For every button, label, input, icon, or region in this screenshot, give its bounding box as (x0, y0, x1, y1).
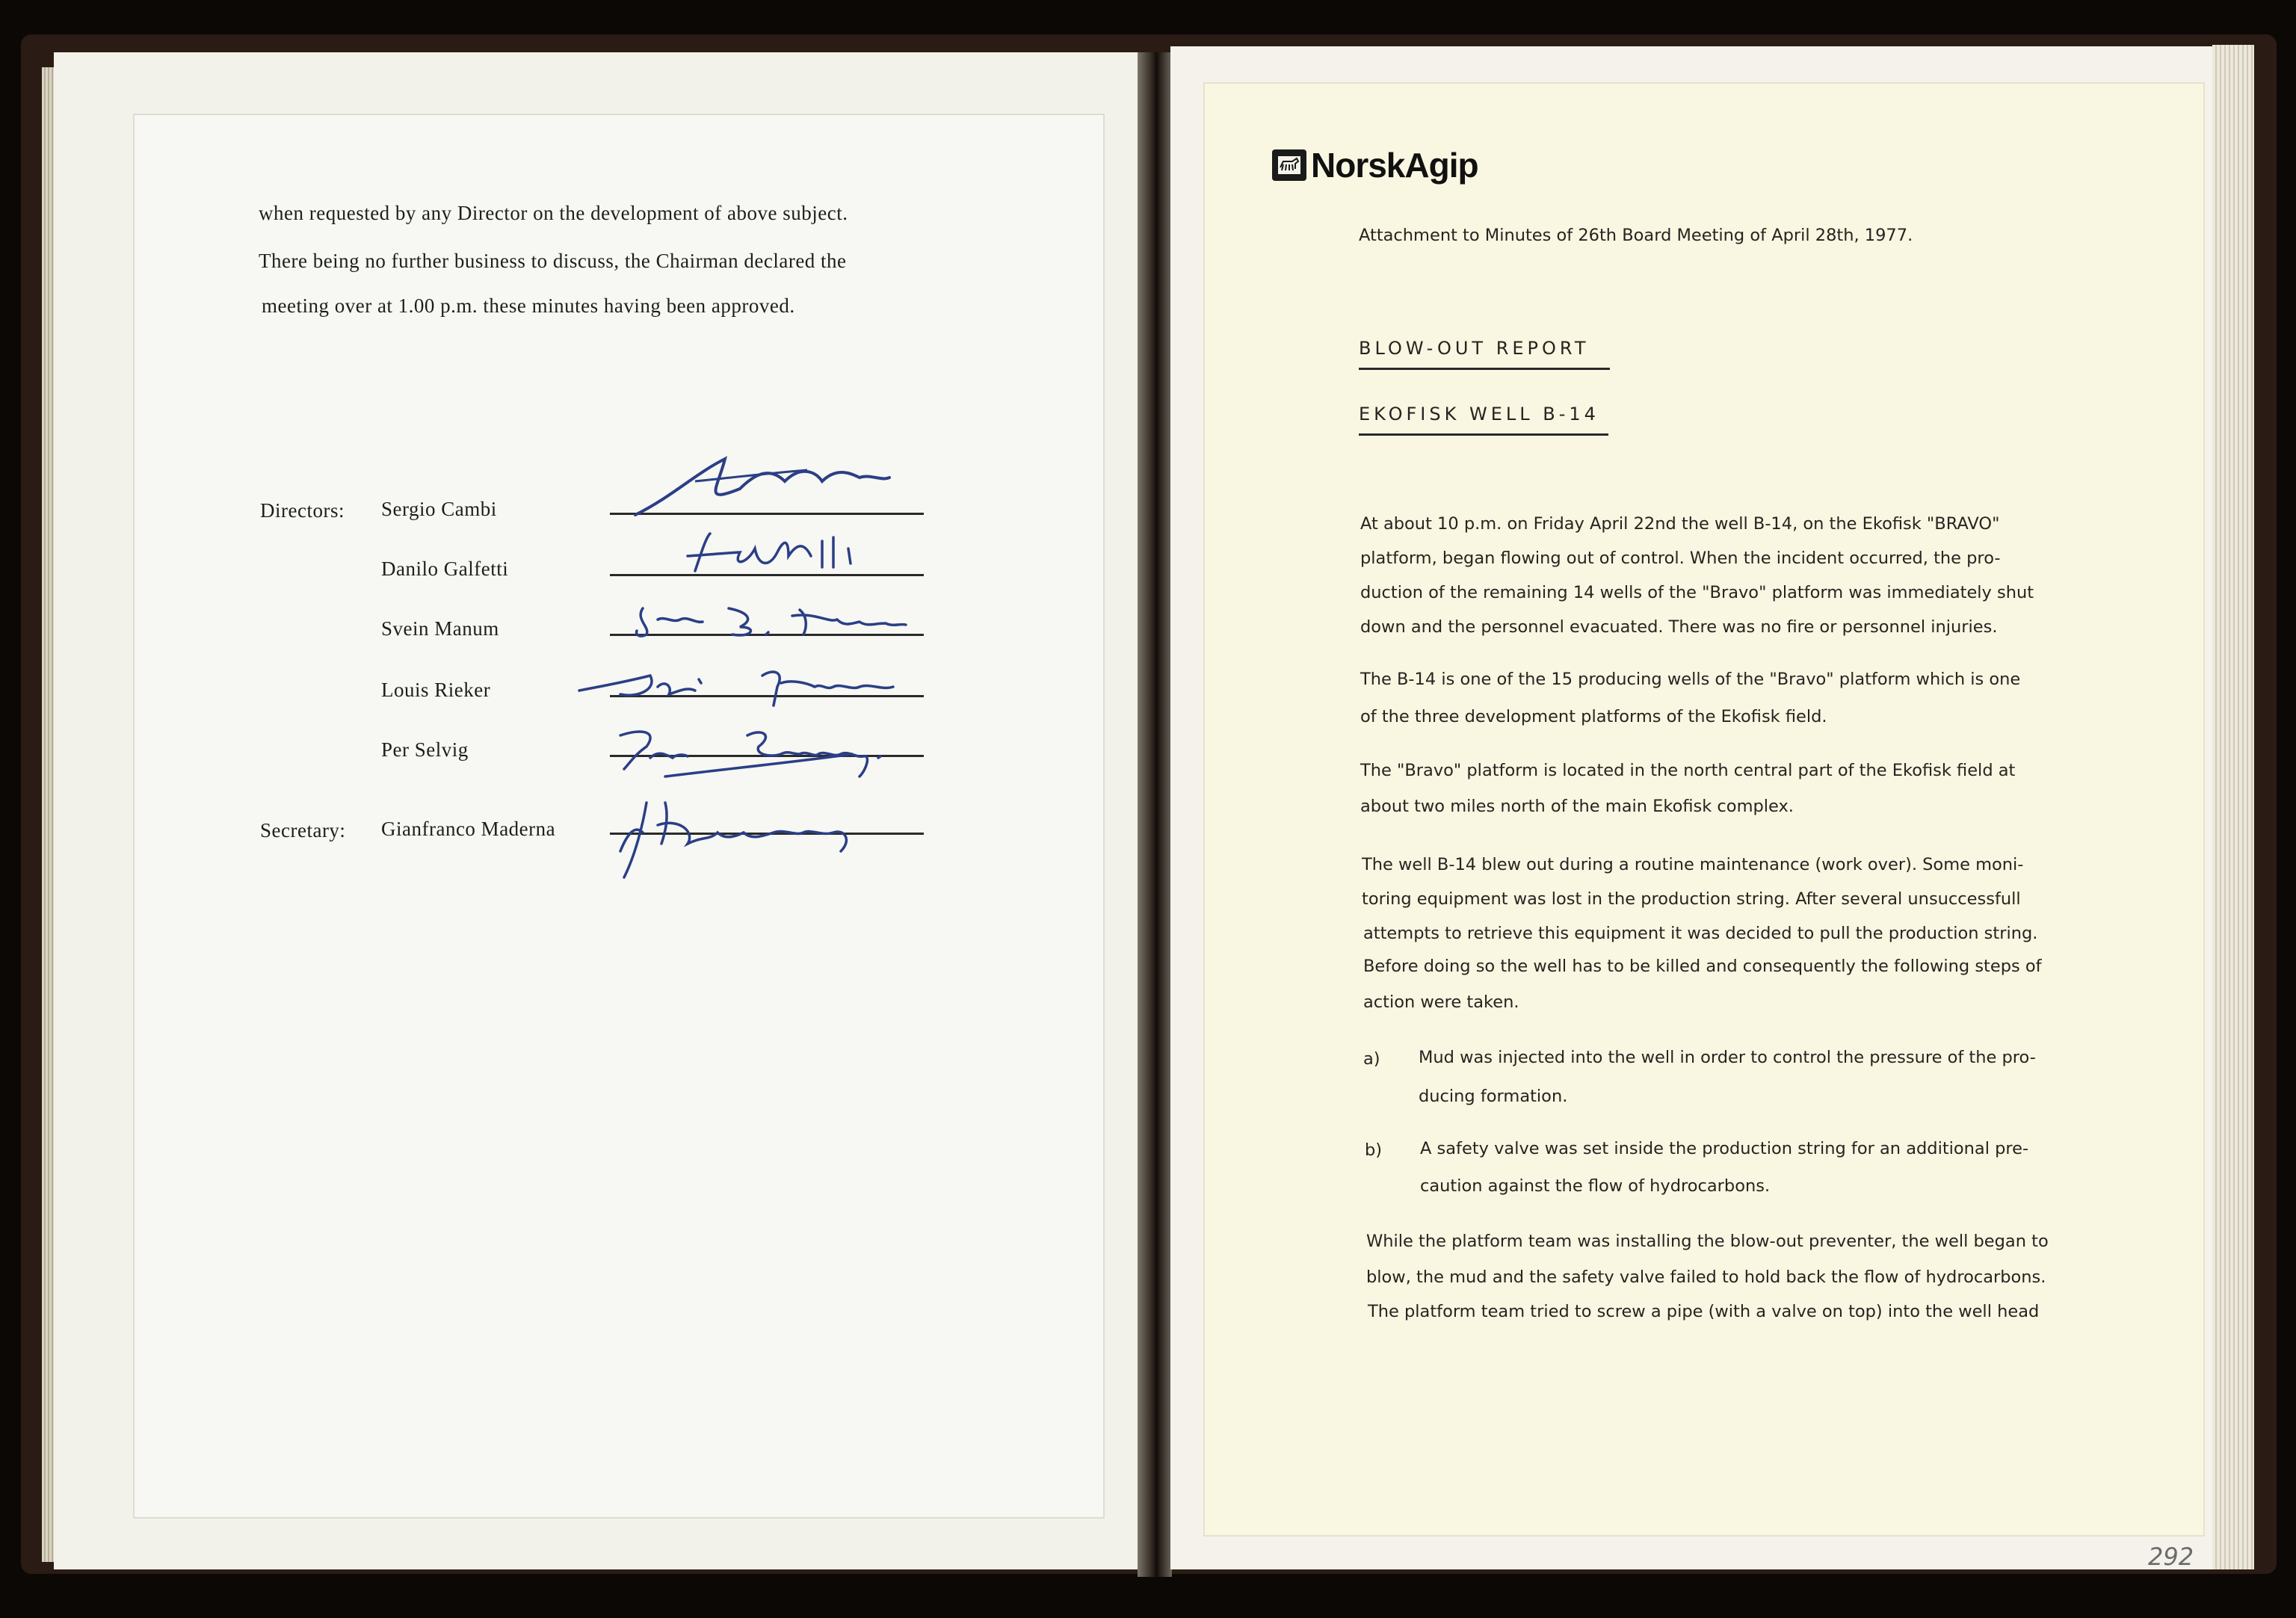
signature-rieker (575, 653, 904, 713)
body-line: action were taken. (1363, 992, 1519, 1012)
body-line: duction of the remaining 14 wells of the "Bravo" platform was immediately shut (1360, 583, 2034, 602)
directors-label: Directors: (260, 499, 345, 522)
director-name: Sergio Cambi (381, 498, 497, 520)
list-item-a-line: Mud was injected into the well in order to control the pressure of the pro- (1419, 1048, 2036, 1067)
signature-maderna (613, 788, 927, 885)
director-name: Louis Rieker (381, 679, 491, 701)
attachment-line: Attachment to Minutes of 26th Board Meeting of April 28th, 1977. (1359, 226, 1913, 245)
list-marker-a: a) (1363, 1049, 1380, 1069)
body-line: The B-14 is one of the 15 producing wells of the "Bravo" platform which is one (1360, 670, 2021, 689)
six-legged-dog-icon (1272, 149, 1306, 181)
right-page-edges (2212, 45, 2254, 1569)
list-marker-b: b) (1365, 1140, 1383, 1160)
norskagip-logo (1272, 145, 1478, 185)
body-line: blow, the mud and the safety valve failed to hold back the flow of hydrocarbons. (1366, 1267, 2046, 1287)
subtitle-underline (1359, 433, 1608, 436)
body-line: The well B-14 blew out during a routine maintenance (work over). Some moni- (1362, 855, 2024, 874)
body-line: platform, began flowing out of control. When the incident occurred, the pro- (1360, 549, 2001, 568)
page-number: 292 (2148, 1543, 2194, 1571)
list-item-a-line: ducing formation. (1419, 1087, 1568, 1106)
book-gutter (1138, 52, 1172, 1577)
list-item-b-line: A safety valve was set inside the production string for an additional pre- (1420, 1139, 2029, 1158)
secretary-label: Secretary: (260, 819, 346, 842)
secretary-name: Gianfranco Maderna (381, 818, 556, 840)
director-name: Per Selvig (381, 738, 469, 761)
report-subtitle: EKOFISK WELL B-14 (1359, 404, 1599, 424)
signature-galfetti (673, 526, 867, 578)
body-line: attempts to retrieve this equipment it was decided to pull the production string. (1363, 924, 2038, 943)
report-sheet (1203, 82, 2205, 1537)
body-line: The "Bravo" platform is located in the north central part of the Ekofisk field at (1360, 761, 2016, 780)
body-line: down and the personnel evacuated. There was no fire or personnel injuries. (1360, 617, 1998, 637)
director-name: Svein Manum (381, 617, 499, 640)
body-line: At about 10 p.m. on Friday April 22nd the well B-14, on the Ekofisk "BRAVO" (1360, 514, 2000, 534)
body-line: While the platform team was installing the blow-out preventer, the well began to (1366, 1232, 2049, 1251)
body-line: of the three development platforms of the Ekofisk field. (1360, 707, 1827, 726)
closing-text-2: There being no further business to discuss, the Chairman declared the (259, 250, 847, 272)
report-title: BLOW-OUT REPORT (1359, 338, 1590, 359)
director-name: Danilo Galfetti (381, 558, 509, 580)
title-underline (1359, 368, 1610, 370)
body-line: Before doing so the well has to be killed and consequently the following steps of (1363, 957, 2042, 976)
signature-selvig (613, 713, 927, 788)
body-line: toring equipment was lost in the production string. After several unsuccessfull (1362, 889, 2021, 909)
closing-text-3: meeting over at 1.00 p.m. these minutes having been approved. (262, 294, 795, 317)
logo-wordmark: NorskAgip (1311, 146, 1478, 185)
body-line: The platform team tried to screw a pipe (with a valve on top) into the well head (1368, 1302, 2040, 1321)
signature-manum (628, 593, 912, 646)
closing-text-1: when requested by any Director on the development of above subject. (259, 202, 848, 224)
signature-cambi (628, 444, 897, 526)
list-item-b-line: caution against the flow of hydrocarbons. (1420, 1176, 1771, 1196)
body-line: about two miles north of the main Ekofisk complex. (1360, 797, 1794, 816)
minutes-sheet (133, 114, 1105, 1519)
